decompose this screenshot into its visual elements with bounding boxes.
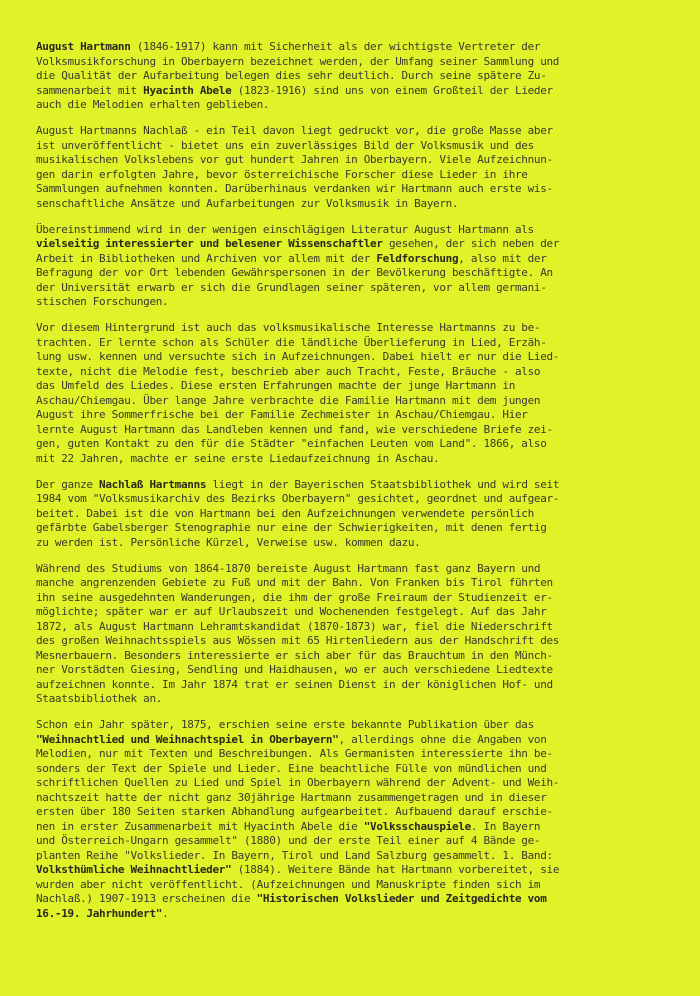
document-page xyxy=(36,40,666,933)
text-run: gen, guten Kontakt zu den für die Städter "einfachen Leuten vom Land". 1866, also xyxy=(36,437,547,450)
text-line xyxy=(36,437,666,452)
text-line xyxy=(36,153,666,168)
paragraph-5 xyxy=(36,478,666,551)
text-line xyxy=(36,365,666,380)
text-run: Melodien, nur mit Texten und Beschreibungen. Als Germanisten interessierte ihn be- xyxy=(36,747,553,760)
text-line xyxy=(36,663,666,678)
text-line xyxy=(36,84,666,99)
text-line xyxy=(36,423,666,438)
text-line xyxy=(36,55,666,70)
text-line xyxy=(36,223,666,238)
text-run: Arbeit in Bibliotheken und Archiven vor allem mit der xyxy=(36,251,377,265)
text-run: mit 22 Jahren, machte er seine erste Liedaufzeichnung in Aschau. xyxy=(36,451,440,465)
text-run: und Österreich-Ungarn gesammelt" (1880) und der erste Teil einer auf 4 Bände ge- xyxy=(36,834,541,847)
text-run: trachten. Er lernte schon als Schüler die ländliche Überlieferung in Lied, Erzäh- xyxy=(36,335,547,349)
text-run: ner Vorstädten Giesing, Sendling und Haidhausen, wo er auch verschiedene Liedtexte xyxy=(36,663,553,676)
bold-text: "Weihnachtlied und Weihnachtspiel in Oberbayern" xyxy=(36,732,339,746)
text-line xyxy=(36,266,666,281)
text-line xyxy=(36,252,666,267)
text-run: Während des Studiums von 1864-1870 bereiste August Hartmann fast ganz Bayern und xyxy=(36,561,541,575)
text-line xyxy=(36,536,666,551)
text-line xyxy=(36,863,666,878)
text-line xyxy=(36,849,666,864)
text-run: , also mit der xyxy=(458,251,547,265)
text-line xyxy=(36,576,666,591)
text-run: . xyxy=(162,906,169,920)
text-run: schriftlichen Quellen zu Lied und Spiel in Oberbayern während der Advent- und Weih- xyxy=(36,776,560,789)
bold-text: "Volksschauspiele xyxy=(363,819,471,833)
text-line xyxy=(36,733,666,748)
text-run: August ihre Sommerfrische bei der Familie Zechmeister in Aschau/Chiemgau. Hier xyxy=(36,408,528,421)
text-line xyxy=(36,281,666,296)
text-line xyxy=(36,834,666,849)
text-run: gen darin erfolgten Jahre, bevor österreichische Forscher diese Lieder in ihre xyxy=(36,167,528,181)
text-line xyxy=(36,379,666,394)
text-run: senschaftliche Ansätze und Aufarbeitungen zur Volksmusik in Bayern. xyxy=(36,196,459,210)
text-run: gefärbte Gabelsberger Stenographie nur eine der Schwierigkeiten, mit denen fertig xyxy=(36,521,547,534)
paragraph-2 xyxy=(36,124,666,211)
text-line xyxy=(36,69,666,84)
text-run: 1984 vom "Volksmusikarchiv des Bezirks Oberbayern" gesichtet, geordnet und aufgear- xyxy=(36,492,560,505)
text-run: liegt in der Bayerischen Staatsbibliothek und wird seit xyxy=(206,477,560,491)
text-line xyxy=(36,350,666,365)
text-line xyxy=(36,507,666,522)
text-run: wurden aber nicht veröffentlicht. (Aufzeichnungen und Manuskripte finden sich im xyxy=(36,877,541,891)
text-run: manche angrenzenden Gebiete zu Fuß und mit der Bahn. Von Franken bis Tirol führten xyxy=(36,576,553,589)
text-run: , allerdings ohne die Angaben von xyxy=(338,732,547,746)
text-run: Volksmusikforschung in Oberbayern bezeichnet werden, der Umfang seiner Sammlung und xyxy=(36,54,560,68)
text-run: beitet. Dabei ist die von Hartmann bei den Aufzeichnungen verwendete persönlich xyxy=(36,506,534,520)
text-run: 1872, als August Hartmann Lehramtskandidat (1870-1873) war, fiel die Niederschrift xyxy=(36,619,553,633)
text-run: des großen Weihnachtsspiels aus Wössen mit 65 Hirtenliedern aus der Handschrift des xyxy=(36,634,560,647)
text-line xyxy=(36,791,666,806)
paragraph-3 xyxy=(36,223,666,310)
text-run: . In Bayern xyxy=(470,819,541,833)
text-run: sonders der Text der Spiele und Lieder. Eine beachtliche Fülle von mündlichen und xyxy=(36,761,547,775)
text-run: Sammlungen aufnehmen konnten. Darüberhinaus verdanken wir Hartmann auch erste wis- xyxy=(36,182,553,195)
paragraph-1 xyxy=(36,40,666,113)
text-line xyxy=(36,139,666,154)
text-line xyxy=(36,237,666,252)
text-line xyxy=(36,408,666,423)
paragraph-6 xyxy=(36,562,666,707)
text-line xyxy=(36,892,666,907)
text-run: nen in erster Zusammenarbeit mit Hyacinth Abele die xyxy=(36,819,364,833)
text-run: möglichte; später war er auf Urlaubszeit und Wochenenden festgelegt. Auf das Jahr xyxy=(36,605,547,618)
bold-text: 16.-19. Jahrhundert" xyxy=(36,906,163,920)
bold-text: Volksthümliche Weihnachtlieder" xyxy=(36,863,232,876)
text-run: Mesnerbauern. Besonders interessierte er sich aber für das Brauchtum in den Münch- xyxy=(36,648,553,662)
text-line xyxy=(36,634,666,649)
text-line xyxy=(36,591,666,606)
text-line xyxy=(36,692,666,707)
text-run: die Qualität der Aufarbeitung belegen dies sehr deutlich. Durch seine spätere Zu- xyxy=(36,69,547,82)
text-line xyxy=(36,182,666,197)
text-run: nachtszeit hatte der nicht ganz 30jährige Hartmann zusammengetragen und in dieser xyxy=(36,790,547,804)
text-run: Befragung der vor Ort lebenden Gewährspersonen in der Bevölkerung beschäftigte. An xyxy=(36,266,553,279)
text-line xyxy=(36,98,666,113)
text-run: gesehen, der sich neben der xyxy=(382,237,560,250)
text-run: ihn seine ausgedehnten Wanderungen, die ihm der große Freiraum der Studienzeit er- xyxy=(36,590,553,604)
text-run: (1823-1916) sind uns von einem Großteil der Lieder xyxy=(231,83,553,97)
text-line xyxy=(36,394,666,409)
bold-text: Nachlaß Hartmanns xyxy=(99,477,207,491)
text-line xyxy=(36,878,666,893)
text-line xyxy=(36,168,666,183)
text-run: Der ganze xyxy=(36,477,100,491)
text-line xyxy=(36,747,666,762)
text-line xyxy=(36,521,666,536)
text-run: zu werden ist. Persönliche Kürzel, Verweise usw. kommen dazu. xyxy=(36,535,421,549)
text-line xyxy=(36,820,666,835)
text-line xyxy=(36,452,666,467)
text-line xyxy=(36,907,666,922)
text-line xyxy=(36,762,666,777)
text-line xyxy=(36,718,666,733)
text-run: texte, nicht die Melodie fest, beschrieb aber auch Tracht, Feste, Bräuche - also xyxy=(36,364,541,378)
text-line xyxy=(36,620,666,635)
text-run: das Umfeld des Liedes. Diese ersten Erfahrungen machte der junge Hartmann in xyxy=(36,379,515,392)
text-run: planten Reihe "Volkslieder. In Bayern, Tirol und Land Salzburg gesammelt. 1. Band: xyxy=(36,848,553,862)
text-line xyxy=(36,805,666,820)
text-run: lernte August Hartmann das Landleben kennen und fand, wie verschiedene Briefe zei- xyxy=(36,422,553,436)
text-line xyxy=(36,124,666,139)
text-run: auch die Melodien erhalten geblieben. xyxy=(36,98,270,111)
bold-text: vielseitig interessierter und belesener Wissenschaftler xyxy=(36,237,383,250)
bold-text: August Hartmann xyxy=(36,40,131,53)
text-run: Vor diesem Hintergrund ist auch das volksmusikalische Interesse Hartmanns zu be- xyxy=(36,321,541,334)
text-run: Schon ein Jahr später, 1875, erschien seine erste bekannte Publikation über das xyxy=(36,718,534,731)
text-line xyxy=(36,197,666,212)
text-run: (1884). Weitere Bände hat Hartmann vorbereitet, sie xyxy=(231,863,560,876)
text-run: August Hartmanns Nachlaß - ein Teil davon liegt gedruckt vor, die große Masse aber xyxy=(36,124,553,137)
text-line xyxy=(36,492,666,507)
bold-text: Hyacinth Abele xyxy=(143,83,232,97)
text-run: stischen Forschungen. xyxy=(36,295,169,308)
text-line xyxy=(36,649,666,664)
text-run: lung usw. kennen und versuchte sich in Aufzeichnungen. Dabei hielt er nur die Lied- xyxy=(36,350,560,363)
text-run: der Universität erwarb er sich die Grundlagen seiner späteren, vor allem germani- xyxy=(36,280,547,294)
bold-text: Feldforschung xyxy=(376,251,459,265)
text-line xyxy=(36,605,666,620)
bold-text: "Historischen Volkslieder und Zeitgedichte vom xyxy=(256,892,547,905)
text-line xyxy=(36,478,666,493)
text-run: ist unveröffentlicht - bietet uns ein zuverlässiges Bild der Volksmusik und des xyxy=(36,138,534,152)
text-line xyxy=(36,40,666,55)
text-line xyxy=(36,776,666,791)
text-line xyxy=(36,321,666,336)
text-run: Übereinstimmend wird in der wenigen einschlägigen Literatur August Hartmann als xyxy=(36,222,534,236)
text-run: Nachlaß.) 1907-1913 erscheinen die xyxy=(36,892,257,905)
text-run: Aschau/Chiemgau. Über lange Jahre verbrachte die Familie Hartmann mit dem jungen xyxy=(36,393,541,407)
text-run: musikalischen Volkslebens vor gut hundert Jahren in Oberbayern. Viele Aufzeichnun- xyxy=(36,153,553,166)
paragraph-7 xyxy=(36,718,666,921)
text-run: sammenarbeit mit xyxy=(36,83,144,97)
text-line xyxy=(36,295,666,310)
text-run: aufzeichnen konnte. Im Jahr 1874 trat er seinen Dienst in der königlichen Hof- und xyxy=(36,677,553,691)
text-run: ersten über 180 Seiten starken Abhandlung aufgearbeitet. Aufbauend darauf erschie- xyxy=(36,805,553,818)
text-line xyxy=(36,678,666,693)
text-line xyxy=(36,336,666,351)
text-run: Staatsbibliothek an. xyxy=(36,692,163,705)
text-line xyxy=(36,562,666,577)
paragraph-4 xyxy=(36,321,666,466)
text-run: (1846-1917) kann mit Sicherheit als der wichtigste Vertreter der xyxy=(130,40,541,53)
